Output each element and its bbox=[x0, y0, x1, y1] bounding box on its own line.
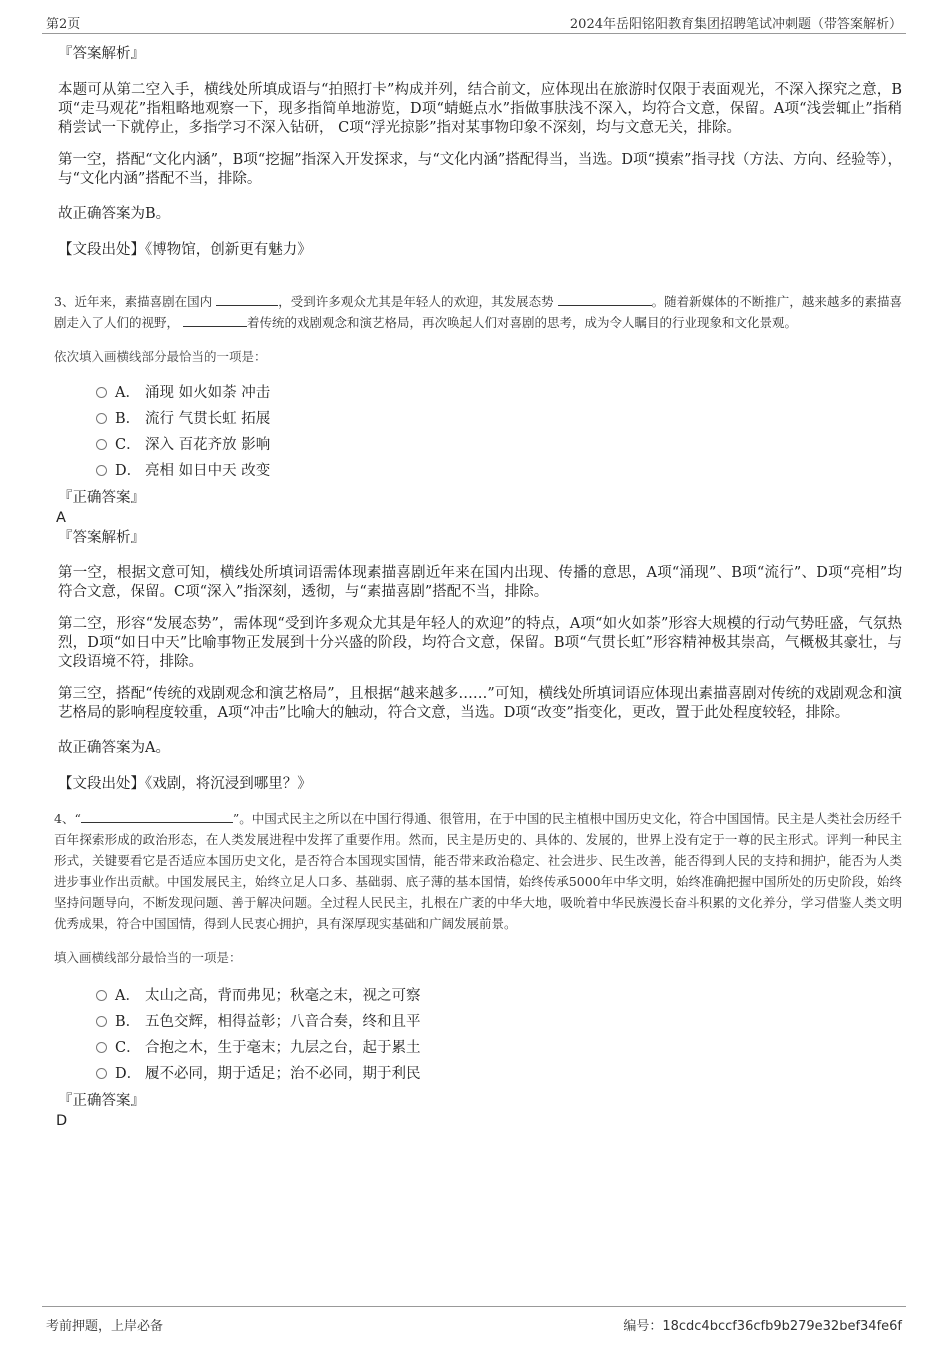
q3-option-d[interactable]: D． 亮相 如日中天 改变 bbox=[96, 458, 902, 484]
radio-icon[interactable] bbox=[96, 413, 107, 424]
document-code: 编号：18cdc4bccf36cfb9b279e32bef34fe6f bbox=[623, 1319, 902, 1334]
q2-analysis-label: 『答案解析』 bbox=[58, 46, 145, 62]
q3-options bbox=[96, 380, 902, 484]
radio-icon[interactable] bbox=[96, 1042, 107, 1053]
q3-option-a[interactable]: A． 涌现 如火如荼 冲击 bbox=[96, 380, 902, 406]
q3-stem: 3、近年来，素描喜剧在国内 ，受到许多观众尤其是年轻人的欢迎，其发展态势 。随着新媒体的不断推广，越来越多的素描喜剧走入了人们的视野， 着传统的戏剧观念和演艺格局，再次唤起人们对喜剧的思考，成为令人瞩目的行业现象和文化景观。 bbox=[54, 291, 902, 333]
q3-answer-label: 『正确答案』 bbox=[58, 490, 145, 506]
q4-option-b[interactable]: B． 五色交辉，相得益彰；八音合奏，终和且平 bbox=[96, 1009, 902, 1035]
fill-blank-2 bbox=[558, 291, 652, 306]
q3-analysis-paragraph: 第三空，搭配“传统的戏剧观念和演艺格局”，且根据“越来越多……”可知，横线处所填词语应体现出素描喜剧对传统的戏剧观念和演艺格局的影响程度较重，A项“冲击”比喻大的触动，符合文意，当选。D项“改变”指变化，更改，置于此处程度较轻，排除。 bbox=[58, 686, 902, 721]
q2-conclusion: 故正确答案为B。 bbox=[58, 206, 171, 222]
radio-icon[interactable] bbox=[96, 1016, 107, 1027]
page-number: 第2页 bbox=[46, 17, 81, 32]
q4-option-c[interactable]: C． 合抱之木，生于毫末；九层之台，起于累土 bbox=[96, 1035, 902, 1061]
radio-icon[interactable] bbox=[96, 439, 107, 450]
page-footer bbox=[42, 1306, 906, 1334]
radio-icon[interactable] bbox=[96, 990, 107, 1001]
radio-icon[interactable] bbox=[96, 387, 107, 398]
q3-option-c[interactable]: C． 深入 百花齐放 影响 bbox=[96, 432, 902, 458]
fill-blank-3 bbox=[183, 312, 247, 327]
q3-conclusion: 故正确答案为A。 bbox=[58, 740, 170, 756]
q4-option-d[interactable]: D． 履不必同，期于适足；治不必同，期于利民 bbox=[96, 1061, 902, 1087]
radio-icon[interactable] bbox=[96, 1068, 107, 1079]
document-title: 2024年岳阳铭阳教育集团招聘笔试冲刺题（带答案解析） bbox=[569, 17, 902, 32]
q4-instruction: 填入画横线部分最恰当的一项是： bbox=[54, 950, 242, 965]
q3-option-b[interactable]: B． 流行 气贯长虹 拓展 bbox=[96, 406, 902, 432]
q4-options bbox=[96, 983, 902, 1087]
q4-option-a[interactable]: A． 太山之高，背而弗见；秋毫之末，视之可察 bbox=[96, 983, 902, 1009]
fill-blank-1 bbox=[81, 808, 233, 823]
q3-analysis-paragraph: 第二空，形容“发展态势”，需体现“受到许多观众尤其是年轻人的欢迎”的特点，A项“如火如荼”形容大规模的行动气势旺盛，气氛热烈，D项“如日中天”比喻事物正发展到十分兴盛的阶段，均符合文意，保留。B项“气贯长虹”形容精神极其崇高，气概极其豪壮，与文段语境不符，排除。 bbox=[58, 616, 902, 670]
q4-answer: D bbox=[56, 1113, 68, 1129]
fill-blank-1 bbox=[216, 291, 278, 306]
q2-source: 【文段出处】《博物馆，创新更有魅力》 bbox=[58, 242, 312, 258]
q3-instruction: 依次填入画横线部分最恰当的一项是： bbox=[54, 349, 267, 364]
footer-slogan: 考前押题，上岸必备 bbox=[46, 1319, 164, 1334]
q4-stem: 4、“ ”。中国式民主之所以在中国行得通、很管用，在于中国的民主植根中国历史文化，符合中国国情。民主是人类社会历经千百年探索形成的政治形态，在人类发展进程中发挥了重要作用。然而，民主是历史的、具体的、发展的，世界上没有定于一尊的民主形式。评判一种民主形式，关键要看它是否适应本国历史文化，是否符合本国现实国情，能否带来政治稳定、社会进步、民生改善，能否得到人民的支持和拥护，能否为人类进步事业作出贡献。中国发展民主，始终立足人口多、基础弱、底子薄的基本国情，始终传承5000年中华文明，始终准确把握中国所处的历史阶段，始终坚持问题导向，不断发现问题、善于解决问题。全过程人民民主，扎根在广袤的中华大地，吸吮着中华民族漫长奋斗积累的文化养分，学习借鉴人类文明优秀成果，符合中国国情，得到人民衷心拥护，具有深厚现实基础和广阔发展前景。 bbox=[54, 808, 902, 934]
q3-analysis-label: 『答案解析』 bbox=[58, 530, 145, 546]
q2-analysis-paragraph: 第一空，搭配“文化内涵”，B项“挖掘”指深入开发探求，与“文化内涵”搭配得当，当选。D项“摸索”指寻找（方法、方向、经验等），与“文化内涵”搭配不当，排除。 bbox=[58, 152, 902, 187]
page-content bbox=[54, 44, 902, 1131]
page-header bbox=[42, 13, 906, 34]
q3-answer: A bbox=[56, 510, 66, 526]
q2-analysis-paragraph: 本题可从第二空入手，横线处所填成语与“拍照打卡”构成并列，结合前文，应体现出在旅游时仅限于表面观光，不深入探究之意，B项“走马观花”指粗略地观察一下，现多指简单地游览，D项“蜻蜓点水”指做事肤浅不深入，均符合文意，保留。A项“浅尝辄止”指稍稍尝试一下就停止，多指学习不深入钻研， C项“浮光掠影”指对某事物印象不深刻，均与文意无关，排除。 bbox=[58, 82, 902, 136]
q3-analysis-paragraph: 第一空，根据文意可知，横线处所填词语需体现素描喜剧近年来在国内出现、传播的意思，A项“涌现”、B项“流行”、D项“亮相”均符合文意，保留。C项“深入”指深刻，透彻，与“素描喜剧”搭配不当，排除。 bbox=[58, 565, 902, 600]
q3-source: 【文段出处】《戏剧，将沉浸到哪里？》 bbox=[58, 776, 312, 792]
q4-answer-label: 『正确答案』 bbox=[58, 1093, 145, 1109]
radio-icon[interactable] bbox=[96, 465, 107, 476]
